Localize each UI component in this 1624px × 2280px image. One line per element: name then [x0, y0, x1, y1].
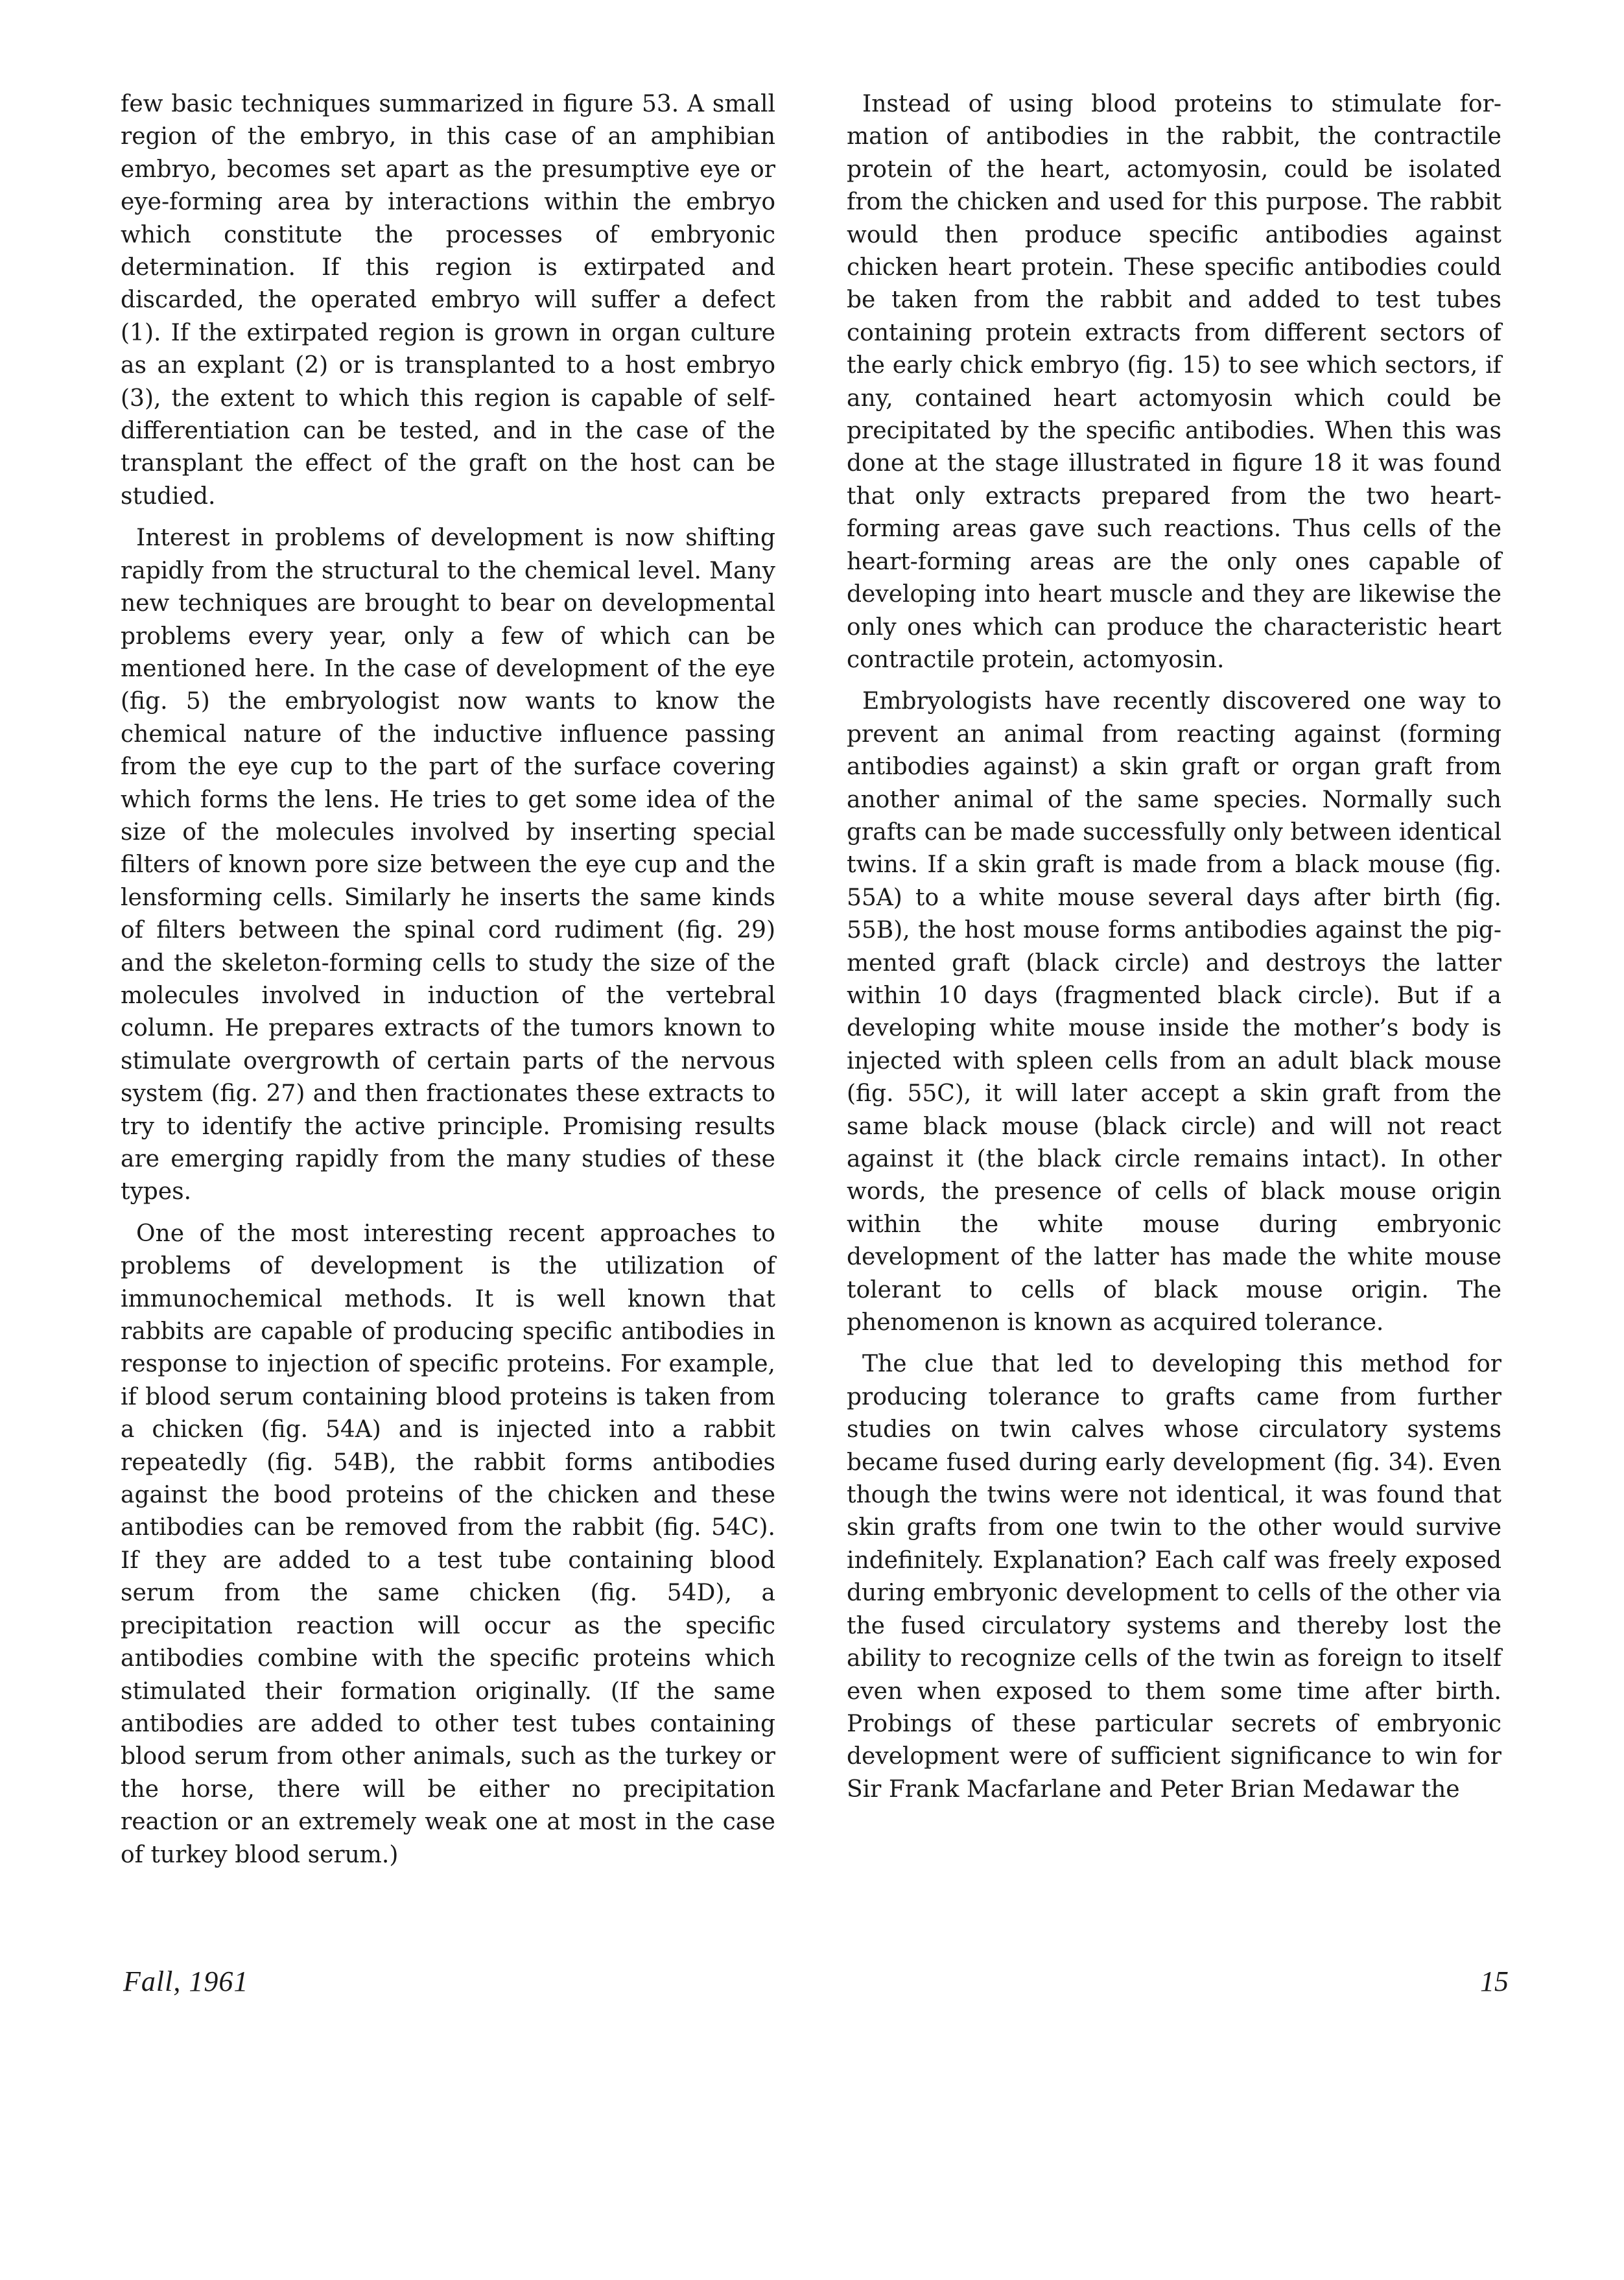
left-text-column — [121, 88, 775, 1881]
paragraph-acquired-tolerance: Embryologists have recently discovered one way to prevent an animal from reacting against (forming antibodies against) a skin graft or organ graft from another animal of the same species. Normally such grafts can be made successfully only between identical twins. If a skin graft is made from a black mouse (fig. 55A) to a white mouse several days after birth (fig. 55B), the host mouse forms antibodies against the pigmented graft (black circle) and destroys the latter within 10 days (fragmented black circle). But if a developing white mouse inside the mother’s body is injected with spleen cells from an adult black mouse (fig. 55C), it will later accept a skin graft from the same black mouse (black circle) and will not react against it (the black circle remains intact). In other words, the presence of cells of black mouse origin within the white mouse during embryonic development of the latter has made the white mouse tolerant to cells of black mouse origin. The phenomenon is known as acquired tolerance. — [847, 688, 1501, 1336]
paragraph-chemical-level: Interest in problems of development is now shifting rapidly from the structural to the chemical level. Many new techniques are brought to bear on developmental problems every year, only a few of which can be mentioned here. In the case of development of the eye (fig. 5) the embryologist now wants to know the chemical nature of the inductive influence passing from the eye cup to the part of the surface covering which forms the lens. He tries to get some idea of the size of the molecules involved by inserting special filters of known pore size between the eye cup and the lensforming cells. Similarly he inserts the same kinds of filters between the spinal cord rudiment (fig. 29) and the skeleton-forming cells to study the size of the molecules involved in induction of the vertebral column. He prepares extracts of the tumors known to stimulate overgrowth of certain parts of the nervous system (fig. 27) and then fractionates these extracts to try to identify the active principle. Promising results are emerging rapidly from the many studies of these types. — [121, 525, 775, 1205]
paragraph-techniques: few basic techniques summarized in figure 53. A small region of the embryo, in this case of an amphibian embryo, becomes set apart as the presumptive eye or eye-forming area by interactions within the embryo which constitute the processes of embryonic determination. If this region is extirpated and discarded, the operated embryo will suffer a defect (1). If the extirpated region is grown in organ culture as an explant (2) or is transplanted to a host embryo (3), the extent to which this region is capable of self-differentiation can be tested, and in the case of the transplant the effect of the graft on the host can be studied. — [121, 91, 775, 510]
paragraph-immunochemical-methods: One of the most interesting recent approaches to problems of development is the utilization of immunochemical methods. It is well known that rabbits are capable of producing specific antibodies in response to injection of specific proteins. For example, if blood serum containing blood proteins is taken from a chicken (fig. 54A) and is injected into a rabbit repeatedly (fig. 54B), the rabbit forms antibodies against the bood proteins of the chicken and these antibodies can be removed from the rabbit (fig. 54C). If they are added to a test tube containing blood serum from the same chicken (fig. 54D), a precipitation reaction will occur as the specific antibodies combine with the specific proteins which stimulated their formation originally. (If the same antibodies are added to other test tubes containing blood serum from other animals, such as the turkey or the horse, there will be either no precipitation reaction or an extremely weak one at most in the case of turkey blood serum.) — [121, 1220, 775, 1868]
paragraph-twin-calves: The clue that led to developing this method for producing tolerance to grafts came from further studies on twin calves whose circulatory systems became fused during early development (fig. 34). Even though the twins were not identical, it was found that skin grafts from one twin to the other would survive indefinitely. Explanation? Each calf was freely exposed during embryonic development to cells of the other via the fused circulatory systems and thereby lost the ability to recognize cells of the twin as foreign to itself even when exposed to them some time after birth. Probings of these particular secrets of embryonic development were of sufficient significance to win for Sir Frank Macfarlane and Peter Brian Medawar the — [847, 1351, 1501, 1803]
paragraph-heart-actomyosin: Instead of using blood proteins to stimulate formation of antibodies in the rabbit, the contractile protein of the heart, actomyosin, could be isolated from the chicken and used for this purpose. The rabbit would then produce specific antibodies against chicken heart protein. These specific antibodies could be taken from the rabbit and added to test tubes containing protein extracts from different sectors of the early chick embryo (fig. 15) to see which sectors, if any, contained heart actomyosin which could be precipitated by the specific antibodies. When this was done at the stage illustrated in figure 18 it was found that only extracts prepared from the two heart-forming areas gave such reactions. Thus cells of the heart-forming areas are the only ones capable of developing into heart muscle and they are likewise the only ones which can produce the characteristic heart contractile protein, actomyosin. — [847, 91, 1501, 673]
right-text-column — [847, 88, 1501, 1815]
page-number: 15 — [1480, 1965, 1509, 1997]
footer-date: Fall, 1961 — [123, 1965, 249, 1997]
